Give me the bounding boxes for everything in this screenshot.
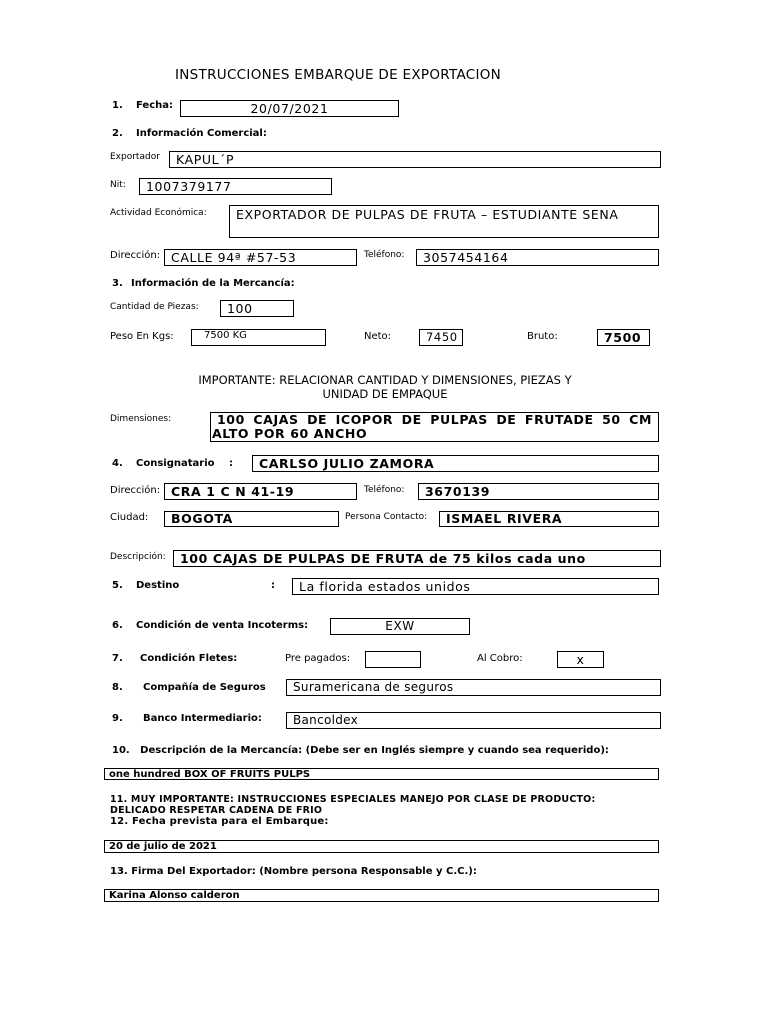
- descripcion-label: Descripción:: [110, 552, 166, 562]
- contacto-label: Persona Contacto:: [345, 512, 428, 522]
- exportador-label: Exportador: [110, 152, 160, 162]
- telefono-label: Teléfono:: [364, 250, 405, 260]
- telefono-consignatario-field[interactable]: [418, 483, 659, 500]
- telefono-consignatario-label: Teléfono:: [364, 485, 405, 495]
- importante-note: [110, 373, 660, 401]
- contacto-field[interactable]: [439, 511, 659, 527]
- fletes-label: Condición Fletes:: [140, 653, 238, 664]
- telefono-field[interactable]: [416, 249, 659, 266]
- section-number: 2.: [112, 128, 123, 139]
- importante-line-2: UNIDAD DE EMPAQUE: [322, 387, 448, 401]
- prepagados-checkbox[interactable]: [365, 651, 421, 668]
- firma-value: Karina Alonso calderon: [109, 890, 240, 901]
- direccion-value: CALLE 94ª #57-53: [171, 250, 297, 265]
- neto-field[interactable]: [419, 329, 463, 346]
- informacion-mercancia-heading: Información de la Mercancía:: [131, 278, 295, 289]
- descripcion-value: 100 CAJAS DE PULPAS DE FRUTA de 75 kilos cada uno: [180, 551, 586, 566]
- firma-label: 13. Firma Del Exportador: (Nombre persona Responsable y C.C.):: [110, 866, 477, 877]
- peso-label: Peso En Kgs:: [110, 331, 174, 342]
- instrucciones-line-1: 11. MUY IMPORTANTE: INSTRUCCIONES ESPECIALES MANEJO POR CLASE DE PRODUCTO:: [110, 794, 596, 805]
- prepagados-label: Pre pagados:: [285, 653, 351, 664]
- dimensiones-field[interactable]: [210, 412, 659, 442]
- fecha-embarque-field[interactable]: [104, 840, 659, 853]
- nit-label: Nit:: [110, 180, 126, 190]
- telefono-consignatario-value: 3670139: [425, 484, 491, 499]
- peso-field[interactable]: [191, 329, 326, 346]
- contacto-value: ISMAEL RIVERA: [446, 511, 563, 526]
- nit-field[interactable]: [139, 178, 332, 195]
- section-number: 5.: [112, 580, 123, 591]
- nit-value: 1007379177: [146, 179, 232, 194]
- dimensiones-line-2: ALTO POR 60 ANCHO: [212, 426, 368, 441]
- bruto-value: 7500: [604, 330, 642, 345]
- neto-value: 7450: [426, 330, 458, 344]
- section-number: 9.: [112, 713, 123, 724]
- actividad-field[interactable]: [229, 205, 659, 238]
- dimensiones-label: Dimensiones:: [110, 414, 172, 424]
- descripcion-mercancia-value: one hundred BOX OF FRUITS PULPS: [109, 769, 311, 780]
- bruto-label: Bruto:: [527, 331, 558, 342]
- actividad-value: EXPORTADOR DE PULPAS DE FRUTA – ESTUDIANTE SENA: [236, 207, 619, 222]
- section-number: 1.: [112, 100, 123, 111]
- fecha-field[interactable]: [180, 100, 399, 117]
- section-number: 3.: [112, 278, 123, 289]
- consignatario-field[interactable]: [252, 455, 659, 472]
- banco-label: Banco Intermediario:: [143, 713, 262, 724]
- consignatario-sep: :: [229, 458, 233, 469]
- alcobro-checkbox[interactable]: [557, 651, 604, 668]
- instrucciones-especiales: [110, 794, 595, 827]
- section-number: 6.: [112, 620, 123, 631]
- fecha-embarque-label: 12. Fecha prevista para el Embarque:: [110, 816, 329, 827]
- descripcion-mercancia-label: 10. Descripción de la Mercancía: (Debe ser en Inglés siempre y cuando sea requerido):: [112, 745, 609, 756]
- informacion-comercial-heading: Información Comercial:: [136, 128, 267, 139]
- fecha-label: Fecha:: [136, 100, 174, 111]
- piezas-field[interactable]: [220, 300, 294, 317]
- peso-value: 7500 KG: [204, 330, 247, 341]
- ciudad-label: Ciudad:: [110, 512, 149, 523]
- section-number: 7.: [112, 653, 123, 664]
- direccion-label: Dirección:: [110, 250, 161, 261]
- direccion-consignatario-label: Dirección:: [110, 485, 161, 496]
- direccion-field[interactable]: [164, 249, 357, 266]
- dimensiones-line-1: 100 CAJAS DE ICOPOR DE PULPAS DE FRUTADE 50 CM: [217, 412, 652, 427]
- importante-line-1: IMPORTANTE: RELACIONAR CANTIDAD Y DIMENSIONES, PIEZAS Y: [198, 373, 572, 387]
- seguros-label: Compañía de Seguros: [143, 682, 266, 693]
- fecha-value: 20/07/2021: [250, 101, 329, 116]
- seguros-field[interactable]: [286, 679, 661, 696]
- alcobro-value: x: [576, 652, 585, 667]
- section-number: 8.: [112, 682, 123, 693]
- descripcion-field[interactable]: [173, 550, 661, 567]
- neto-label: Neto:: [364, 331, 392, 342]
- incoterms-label: Condición de venta Incoterms:: [136, 620, 309, 631]
- destino-sep: :: [271, 580, 275, 591]
- firma-field[interactable]: [104, 889, 659, 902]
- exportador-field[interactable]: [169, 151, 661, 168]
- seguros-value: Suramericana de seguros: [293, 680, 454, 694]
- page-title: INSTRUCCIONES EMBARQUE DE EXPORTACION: [175, 67, 502, 83]
- incoterms-field[interactable]: [330, 618, 470, 635]
- destino-value: La florida estados unidos: [299, 579, 471, 594]
- consignatario-value: CARLSO JULIO ZAMORA: [259, 456, 435, 471]
- instrucciones-line-2: DELICADO RESPETAR CADENA DE FRIO: [110, 805, 323, 816]
- actividad-label: Actividad Económica:: [110, 208, 207, 218]
- alcobro-label: Al Cobro:: [477, 653, 523, 664]
- direccion-consignatario-value: CRA 1 C N 41-19: [171, 484, 295, 499]
- consignatario-label: Consignatario: [136, 458, 215, 469]
- fecha-embarque-value: 20 de julio de 2021: [109, 841, 217, 852]
- banco-value: Bancoldex: [293, 713, 359, 727]
- direccion-consignatario-field[interactable]: [164, 483, 357, 500]
- exportador-value: KAPUL´P: [176, 152, 235, 167]
- ciudad-field[interactable]: [164, 511, 339, 527]
- piezas-value: 100: [227, 301, 253, 316]
- piezas-label: Cantidad de Piezas:: [110, 302, 199, 312]
- banco-field[interactable]: [286, 712, 661, 729]
- incoterms-value: EXW: [385, 619, 415, 633]
- section-number: 4.: [112, 458, 123, 469]
- descripcion-mercancia-field[interactable]: [104, 768, 659, 780]
- destino-field[interactable]: [292, 578, 659, 595]
- telefono-value: 3057454164: [423, 250, 509, 265]
- ciudad-value: BOGOTA: [171, 511, 233, 526]
- destino-label: Destino: [136, 580, 180, 591]
- bruto-field[interactable]: [597, 329, 650, 346]
